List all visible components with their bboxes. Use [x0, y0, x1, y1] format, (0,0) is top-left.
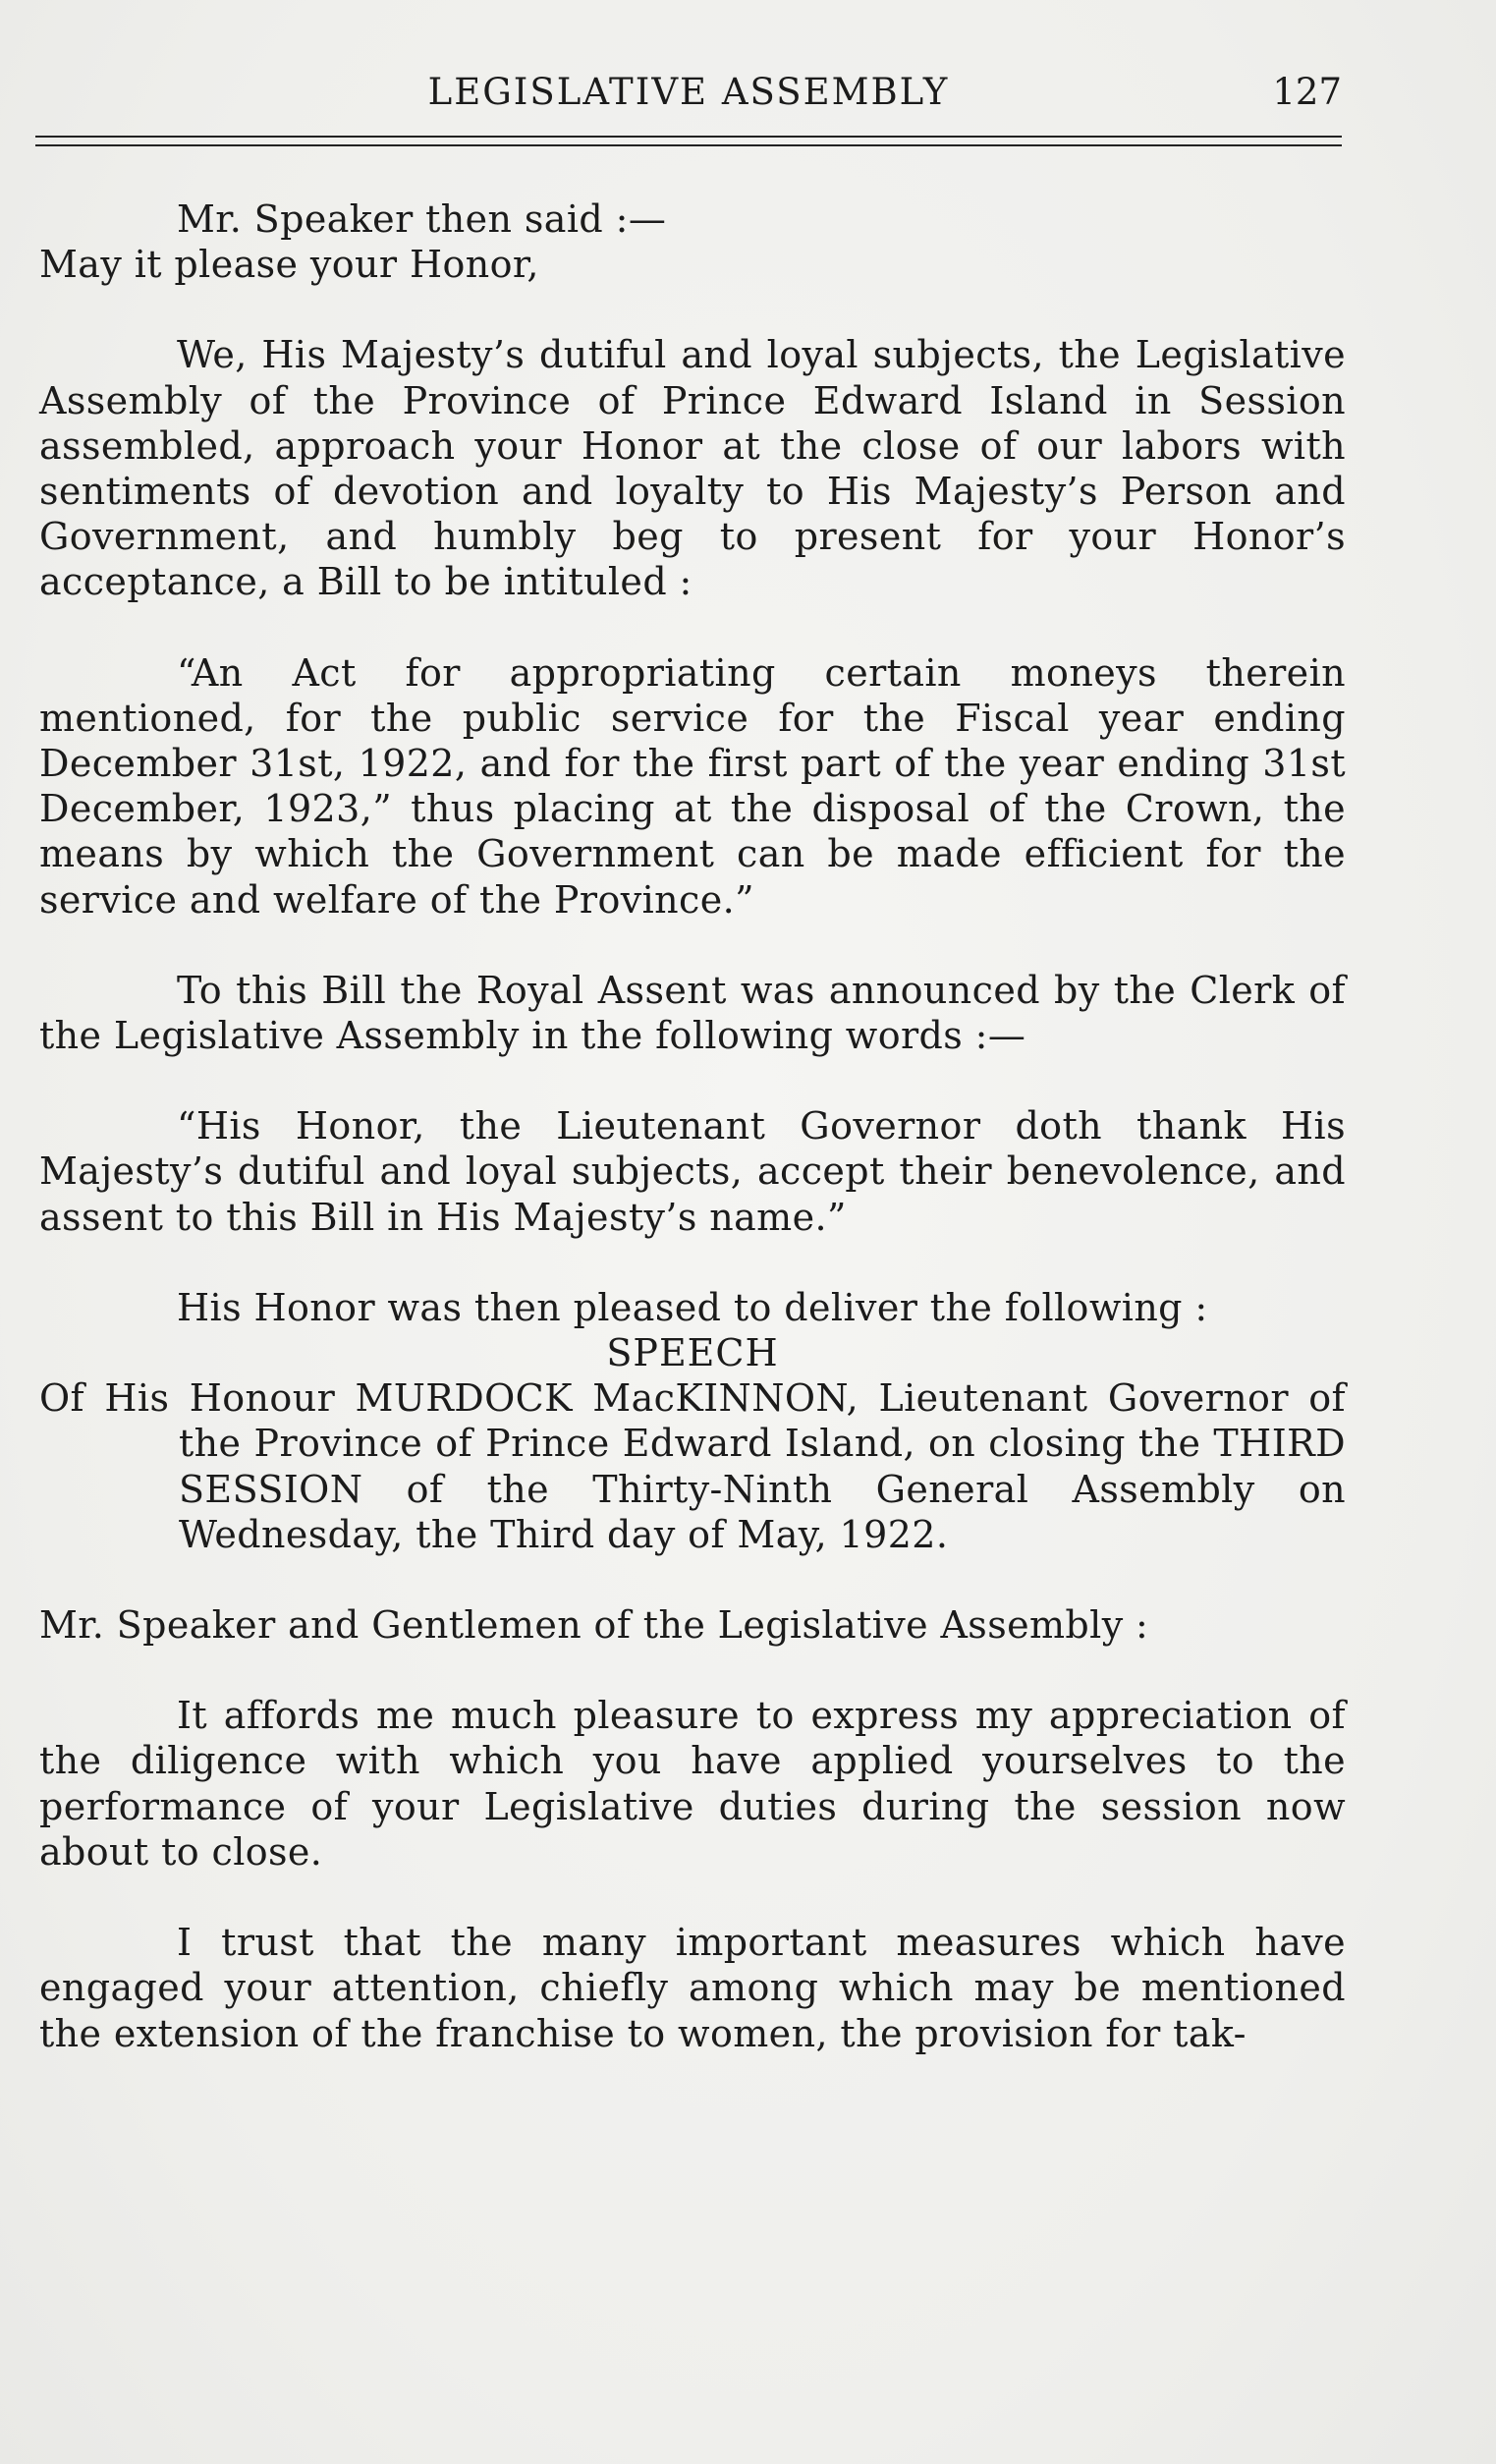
paragraph-royal-assent: To this Bill the Royal Assent was announced by the Clerk of the Legislative Assembly in the following words :—: [39, 968, 1346, 1058]
paragraph-act-title: “An Act for appropriating certain moneys therein mentioned, for the public service for the Fiscal year ending December 31st, 1922, and for the first part of the year ending 31st December, 1923,” thus placing at the disposal of the Crown, the means by which the Government can be made efficient for the service and welfare of the Province.”: [39, 650, 1346, 922]
running-title: LEGISLATIVE ASSEMBLY: [427, 71, 950, 113]
speech-heading: SPEECH: [606, 1331, 779, 1375]
paragraph-deliver-speech: His Honor was then pleased to deliver the following :: [177, 1285, 1208, 1329]
paragraph-address: We, His Majesty’s dutiful and loyal subjects, the Legislative Assembly of the Province of Prince Edward Island in Session assembled, approach your Honor at the close of our labors with sentiments of devotion and loyalty to His Majesty’s Person and Government, and humbly beg to present for your Honor’s acceptance, a Bill to be intituled :: [39, 333, 1346, 604]
body-text: [39, 196, 1346, 2056]
paragraph-salutation: May it please your Honor,: [39, 243, 539, 287]
header-rule-top: [35, 136, 1342, 138]
paragraph-speech-intro: Of His Honour MURDOCK MacKINNON, Lieutenant Governor of the Province of Prince Edward Island, on closing the THIRD SESSION of the Thirty-Ninth General Assembly on Wednesday, the Third day of May, 1922.: [39, 1376, 1346, 1556]
paragraph-speaker-said: Mr. Speaker then said :—: [177, 197, 667, 241]
paragraph-appreciation: It affords me much pleasure to express my appreciation of the diligence with which you have applied yourselves to the performance of your Legislative duties during the session now about to close.: [39, 1694, 1346, 1874]
paragraph-governor-thanks: “His Honor, the Lieutenant Governor doth thank His Majesty’s dutiful and loyal subjects, accept their benevolence, and assent to this Bill in His Majesty’s name.”: [39, 1104, 1346, 1239]
paragraph-measures: I trust that the many important measures which have engaged your attention, chiefly among which may be mentioned the extension of the franchise to women, the provision for tak-: [39, 1921, 1346, 2055]
paragraph-speech-address: Mr. Speaker and Gentlemen of the Legislative Assembly :: [39, 1603, 1149, 1648]
header-rule-bottom: [35, 144, 1342, 146]
running-head: [35, 71, 1342, 120]
page-number: 127: [1272, 71, 1342, 113]
